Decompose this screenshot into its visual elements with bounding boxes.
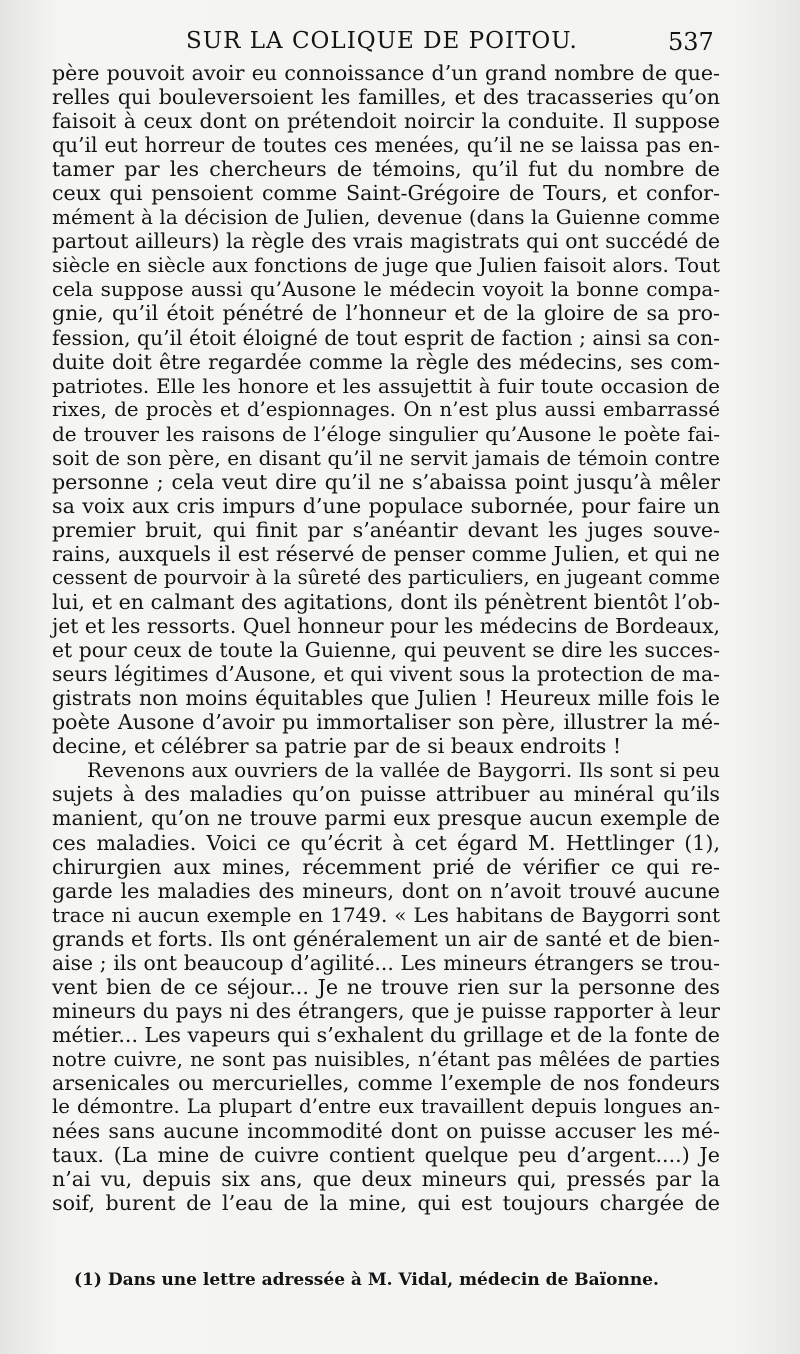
text-line: soit de son père, en disant qu’il ne servit jamais de témoin contre [52,445,720,470]
text-line: trace ni aucun exemple en 1749. « Les habitans de Baygorri sont [52,902,720,927]
text-line: le démontre. La plupart d’entre eux travaillent depuis longues an- [52,1095,720,1119]
text-line: rains, auxquels il est réservé de penser comme Julien, et qui ne [52,541,720,566]
text-line: poète Ausone d’avoir pu immortaliser son père, illustrer la mé- [52,710,720,735]
text-line: duite doit être regardée comme la règle des médecins, ses com- [52,349,720,374]
text-line: sujets à des maladies qu’on puisse attribuer au minéral qu’ils [52,782,720,807]
text-line: qu’il eut horreur de toutes ces menées, qu’il ne se laissa pas en- [52,133,720,158]
text-line: ceux qui pensoient comme Saint-Grégoire de Tours, et confor- [52,181,720,206]
text-line: lui, et en calmant des agitations, dont ils pénètrent bientôt l’ob- [52,590,720,615]
text-line: notre cuivre, ne sont pas nuisibles, n’étant pas mêlées de parties [52,1046,720,1071]
text-line: cela suppose aussi qu’Ausone le médecin voyoit la bonne compa- [52,277,720,302]
text-line: premier bruit, qui finit par s’anéantir devant les juges souve- [52,517,720,542]
paragraph-start-line: Revenons aux ouvriers de la vallée de Baygorri. Ils sont si peu [87,758,720,783]
page-number: 537 [668,28,714,56]
text-line: de trouver les raisons de l’éloge singulier qu’Ausone le poète fai- [52,421,720,446]
text-line: sa voix aux cris impurs d’une populace subornée, pour faire un [52,493,720,518]
text-line: gnie, qu’il étoit pénétré de l’honneur et de la gloire de sa pro- [52,301,720,326]
text-line: n’ai vu, depuis six ans, que deux mineurs qui, pressés par la [52,1167,720,1192]
text-line: partout ailleurs) la règle des vrais magistrats qui ont succédé de [52,229,720,254]
text-line: grands et forts. Ils ont généralement un air de santé et de bien- [52,926,720,951]
text-line: aise ; ils ont beaucoup d’agilité... Les mineurs étrangers se trou- [52,950,720,975]
text-line: garde les maladies des mineurs, dont on n’avoit trouvé aucune [52,878,720,903]
text-line: vent bien de ce séjour... Je ne trouve rien sur la personne des [52,974,720,999]
text-line: faisoit à ceux dont on prétendoit noircir la conduite. Il suppose [52,109,720,134]
text-line: siècle en siècle aux fonctions de juge que Julien faisoit alors. Tout [52,253,720,278]
text-line: seurs légitimes d’Ausone, et qui vivent sous la protection de ma- [52,662,720,687]
text-line: mineurs du pays ni des étrangers, que je puisse rapporter à leur [52,998,720,1023]
text-line: mément à la décision de Julien, devenue (dans la Guienne comme [52,205,720,230]
text-line: soif, burent de l’eau de la mine, qui est toujours chargée de [52,1191,720,1216]
text-line: nées sans aucune incommodité dont on puisse accuser les mé- [52,1119,720,1144]
text-line: métier... Les vapeurs qui s’exhalent du grillage et de la fonte de [52,1022,720,1047]
text-line: arsenicales ou mercurielles, comme l’exemple de nos fondeurs [52,1070,720,1095]
text-line: chirurgien aux mines, récemment prié de vérifier ce qui re- [52,854,720,879]
text-line: patriotes. Elle les honore et les assujettit à fuir toute occasion de [52,373,720,398]
text-line: fession, qu’il étoit éloigné de tout esprit de faction ; ainsi sa con- [52,325,720,350]
text-line: manient, qu’on ne trouve parmi eux presque aucun exemple de [52,806,720,831]
text-line: relles qui bouleversoient les familles, et des tracasseries qu’on [52,85,720,110]
text-line: gistrats non moins équitables que Julien ! Heureux mille fois le [52,686,720,711]
text-line: rixes, de procès et d’espionnages. On n’est plus aussi embarrassé [52,397,720,421]
text-line: ces maladies. Voici ce qu’écrit à cet égard M. Hettlinger (1), [52,830,720,855]
text-line: cessent de pourvoir à la sûreté des particuliers, en jugeant comme [52,565,720,589]
running-title: SUR LA COLIQUE DE POITOU. [186,28,578,54]
text-line: et pour ceux de toute la Guienne, qui peuvent se dire les succes- [52,638,720,663]
text-line: taux. (La mine de cuivre contient quelque peu d’argent....) Je [52,1143,720,1168]
text-line: jet et les ressorts. Quel honneur pour les médecins de Bordeaux, [52,614,720,639]
body-text [52,61,720,1215]
footnote: (1) Dans une lettre adressée à M. Vidal, médecin de Baïonne. [74,1270,659,1290]
text-line: père pouvoit avoir eu connoissance d’un grand nombre de que- [52,61,720,85]
text-line: tamer par les chercheurs de témoins, qu’il fut du nombre de [52,157,720,182]
text-line: personne ; cela veut dire qu’il ne s’abaissa point jusqu’à mêler [52,469,720,494]
paragraph-end-line: decine, et célébrer sa patrie par de si beaux endroits ! [52,734,622,759]
running-head [0,24,800,60]
